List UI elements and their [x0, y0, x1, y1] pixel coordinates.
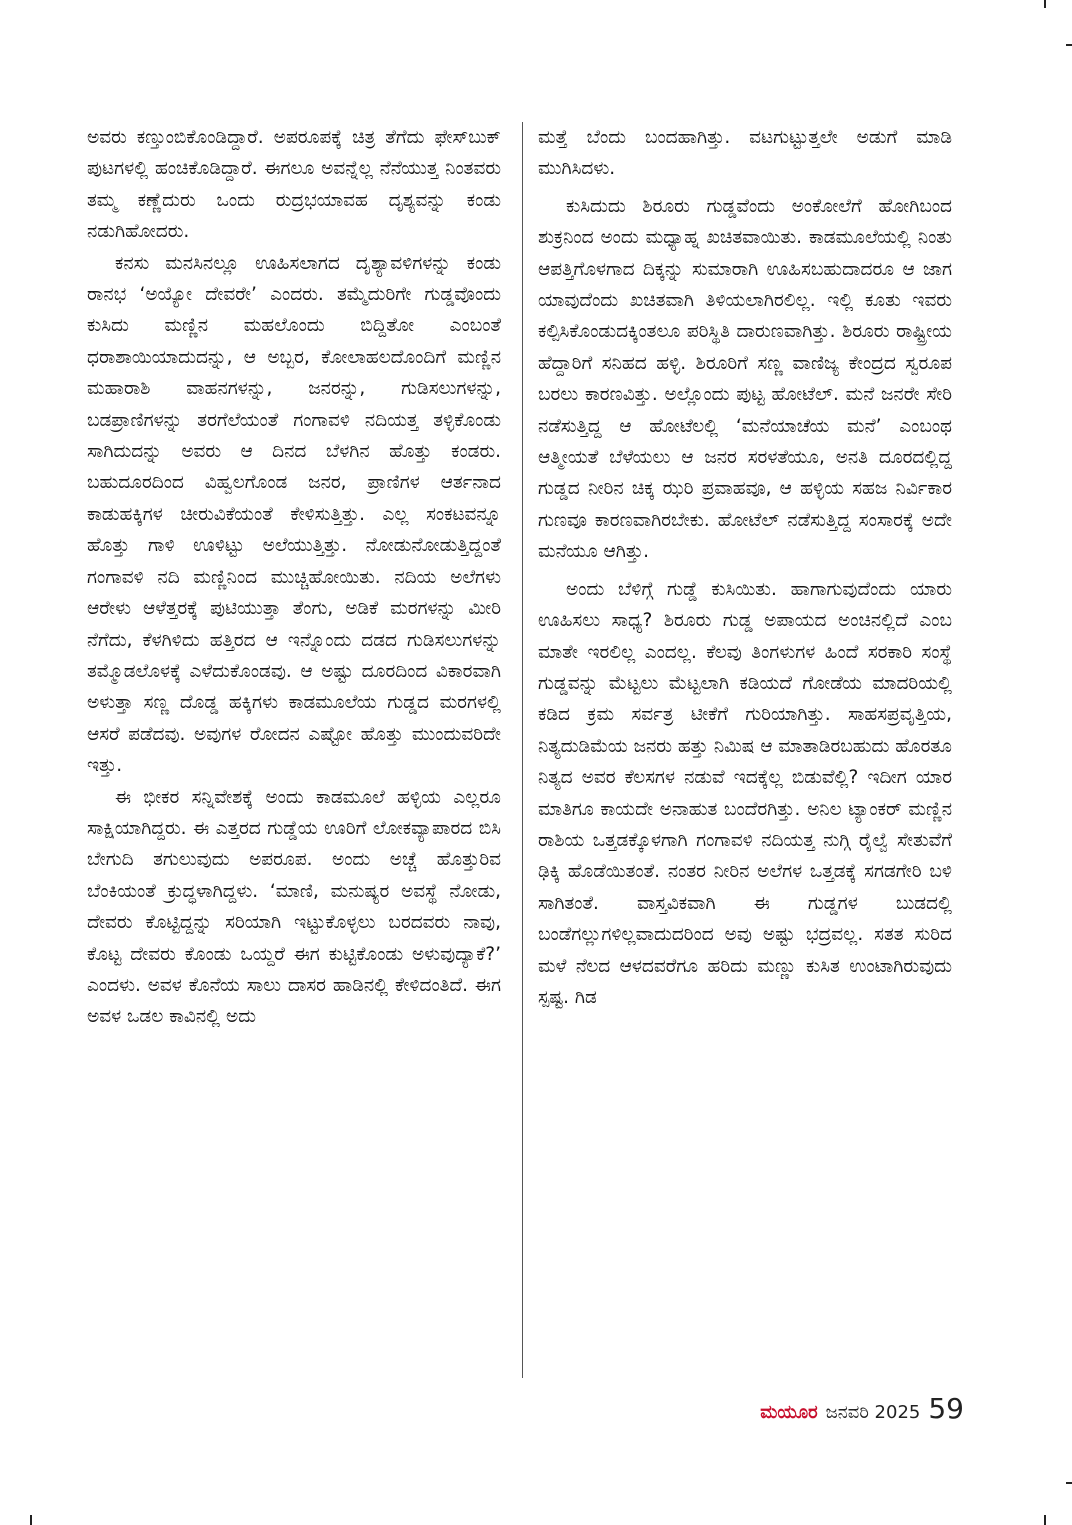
paragraph: ಈ ಭೀಕರ ಸನ್ನಿವೇಶಕ್ಕೆ ಅಂದು ಕಾಡಮೂಲೆ ಹಳ್ಳಿಯ ಎಲ್ಲರೂ ಸಾಕ್ಷಿಯಾಗಿದ್ದರು. ಈ ಎತ್ತರದ ಗುಡ್ಡೆಯ ಊರಿಗೆ ಲೋಕವ್ಯಾಪಾರದ ಬಿಸಿ ಬೇಗುದಿ ತಗುಲುವುದು ಅಪರೂಪ. ಅಂದು ಅಚ್ಚೆ ಹೊತ್ತುರಿವ ಬೆಂಕಿಯಂತೆ ಕ್ರುದ್ಧಳಾಗಿದ್ದಳು. ‘ಮಾಣಿ, ಮನುಷ್ಯರ ಅವಸ್ಥೆ ನೋಡು, ದೇವರು ಕೊಟ್ಟಿದ್ದನ್ನು ಸರಿಯಾಗಿ ಇಟ್ಟುಕೊಳ್ಳಲು ಬರದವರು ನಾವು, ಕೊಟ್ಟ ದೇವರು ಕೊಂಡು ಒಯ್ದರೆ ಈಗ ಕುಟ್ಟಿಕೊಂಡು ಅಳುವುದ್ಯಾಕೆ?’ ಎಂದಳು. ಅವಳ ಕೊನೆಯ ಸಾಲು ದಾಸರ ಹಾಡಿನಲ್ಲಿ ಕೇಳಿದಂತಿದೆ. ಈಗ ಅವಳ ಒಡಲ ಕಾವಿನಲ್ಲಿ ಅದು	[87, 786, 501, 1028]
issue-date: ಜನವರಿ 2025	[825, 1402, 921, 1423]
paragraph: ಅವರು ಕಣ್ತುಂಬಿಕೊಂಡಿದ್ದಾರೆ. ಅಪರೂಪಕ್ಕೆ ಚಿತ್ರ ತೆಗೆದು ಫೇಸ್‌ಬುಕ್ ಪುಟಗಳಲ್ಲಿ ಹಂಚಿಕೊಡಿದ್ದಾರೆ. ಈಗಲೂ ಅವನ್ನೆಲ್ಲ ನೆನೆಯುತ್ತ ನಿಂತವರು ತಮ್ಮ ಕಣ್ಣೆದುರು ಒಂದು ರುದ್ರಭಯಾವಹ ದೃಶ್ಯವನ್ನು ಕಂಡು ನಡುಗಿಹೋದರು.	[87, 127, 501, 243]
crop-mark-bottom-left	[30, 1515, 32, 1525]
crop-mark-right-upper	[1066, 44, 1072, 46]
paragraph: ಕುಸಿದುದು ಶಿರೂರು ಗುಡ್ಡವೆಂದು ಅಂಕೋಲೆಗೆ ಹೋಗಿಬಂದ ಶುಕ್ರನಿಂದ ಅಂದು ಮಧ್ಯಾಹ್ನ ಖಚಿತವಾಯಿತು. ಕಾಡಮೂಲೆಯಲ್ಲಿ ನಿಂತು ಆಪತ್ತಿಗೊಳಗಾದ ದಿಕ್ಕನ್ನು ಸುಮಾರಾಗಿ ಊಹಿಸಬಹುದಾದರೂ ಆ ಜಾಗ ಯಾವುದೆಂದು ಖಚಿತವಾಗಿ ತಿಳಿಯಲಾಗಿರಲಿಲ್ಲ. ಇಲ್ಲಿ ಕೂತು ಇವರು ಕಲ್ಪಿಸಿಕೊಂಡುದಕ್ಕಿಂತಲೂ ಪರಿಸ್ಥಿತಿ ದಾರುಣವಾಗಿತ್ತು. ಶಿರೂರು ರಾಷ್ಟ್ರೀಯ ಹೆದ್ದಾರಿಗೆ ಸನಿಹದ ಹಳ್ಳಿ. ಶಿರೂರಿಗೆ ಸಣ್ಣ ವಾಣಿಜ್ಯ ಕೇಂದ್ರದ ಸ್ವರೂಪ ಬರಲು ಕಾರಣವಿತ್ತು. ಅಲ್ಲೊಂದು ಪುಟ್ಟ ಹೋಟೆಲ್. ಮನೆ ಜನರೇ ಸೇರಿ ನಡೆಸುತ್ತಿದ್ದ ಆ ಹೋಟೆಲಲ್ಲಿ ‘ಮನೆಯಾಚೆಯ ಮನೆ’ ಎಂಬಂಥ ಆತ್ಮೀಯತೆ ಬೆಳೆಯಲು ಆ ಜನರ ಸರಳತೆಯೂ, ಅನತಿ ದೂರದಲ್ಲಿದ್ದ ಗುಡ್ಡದ ನೀರಿನ ಚಿಕ್ಕ ಝರಿ ಪ್ರವಾಹವೂ, ಆ ಹಳ್ಳಿಯ ಸಹಜ ನಿರ್ವಿಕಾರ ಗುಣವೂ ಕಾರಣವಾಗಿರಬೇಕು. ಹೋಟೆಲ್ ನಡೆಸುತ್ತಿದ್ದ ಸಂಸಾರಕ್ಕೆ ಅದೇ ಮನೆಯೂ ಆಗಿತ್ತು.	[538, 195, 952, 563]
crop-mark-right-lower	[1066, 1482, 1072, 1484]
article-column-right	[538, 122, 952, 1013]
magazine-logo: ಮಯೂರ	[760, 1402, 818, 1423]
paragraph: ಮತ್ತೆ ಬೆಂದು ಬಂದಹಾಗಿತ್ತು. ವಟಗುಟ್ಟುತ್ತಲೇ ಅಡುಗೆ ಮಾಡಿ ಮುಗಿಸಿದಳು.	[538, 127, 952, 180]
paragraph: ಕನಸು ಮನಸಿನಲ್ಲೂ ಊಹಿಸಲಾಗದ ದೃಶ್ಯಾವಳಿಗಳನ್ನು ಕಂಡು ರಾನಭ ‘ಅಯ್ಯೋ ದೇವರೇ’ ಎಂದರು. ತಮ್ಮೆದುರಿಗೇ ಗುಡ್ಡವೊಂದು ಕುಸಿದು ಮಣ್ಣಿನ ಮಹಲೊಂದು ಬಿದ್ದಿತೋ ಎಂಬಂತೆ ಧರಾಶಾಯಿಯಾದುದನ್ನು, ಆ ಅಬ್ಬರ, ಕೋಲಾಹಲದೊಂದಿಗೆ ಮಣ್ಣಿನ ಮಹಾರಾಶಿ ವಾಹನಗಳನ್ನು, ಜನರನ್ನು, ಗುಡಿಸಲುಗಳನ್ನು, ಬಡಪ್ರಾಣಿಗಳನ್ನು ತರಗೆಲೆಯಂತೆ ಗಂಗಾವಳಿ ನದಿಯತ್ತ ತಳ್ಳಿಕೊಂಡು ಸಾಗಿದುದನ್ನು ಅವರು ಆ ದಿನದ ಬೆಳಗಿನ ಹೊತ್ತು ಕಂಡರು. ಬಹುದೂರದಿಂದ ವಿಹ್ವಲಗೊಂಡ ಜನರ, ಪ್ರಾಣಿಗಳ ಆರ್ತನಾದ ಕಾಡುಹಕ್ಕಿಗಳ ಚೀರುವಿಕೆಯಂತೆ ಕೇಳಿಸುತ್ತಿತ್ತು. ಎಲ್ಲ ಸಂಕಟವನ್ನೂ ಹೊತ್ತು ಗಾಳಿ ಊಳಿಟ್ಟು ಅಲೆಯುತ್ತಿತ್ತು. ನೋಡುನೋಡುತ್ತಿದ್ದಂತೆ ಗಂಗಾವಳಿ ನದಿ ಮಣ್ಣಿನಿಂದ ಮುಚ್ಚಿಹೋಯಿತು. ನದಿಯ ಅಲೆಗಳು ಆರೇಳು ಆಳೆತ್ತರಕ್ಕೆ ಪುಟಿಯುತ್ತಾ ತೆಂಗು, ಅಡಿಕೆ ಮರಗಳನ್ನು ಮೀರಿ ನೆಗೆದು, ಕೆಳಗಿಳಿದು ಹತ್ತಿರದ ಆ ಇನ್ನೊಂದು ದಡದ ಗುಡಿಸಲುಗಳನ್ನು ತಮ್ಮೊಡಲೊಳಕ್ಕೆ ಎಳೆದುಕೊಂಡವು. ಆ ಅಷ್ಟು ದೂರದಿಂದ ವಿಕಾರವಾಗಿ ಅಳುತ್ತಾ ಸಣ್ಣ ದೊಡ್ಡ ಹಕ್ಕಿಗಳು ಕಾಡಮೂಲೆಯ ಗುಡ್ಡದ ಮರಗಳಲ್ಲಿ ಆಸರೆ ಪಡೆದವು. ಅವುಗಳ ರೋದನ ಎಷ್ಟೋ ಹೊತ್ತು ಮುಂದುವರಿದೇ ಇತ್ತು.	[87, 252, 501, 777]
paragraph: ಅಂದು ಬೆಳಿಗ್ಗೆ ಗುಡ್ಡೆ ಕುಸಿಯಿತು. ಹಾಗಾಗುವುದೆಂದು ಯಾರು ಊಹಿಸಲು ಸಾಧ್ಯ? ಶಿರೂರು ಗುಡ್ಡ ಅಪಾಯದ ಅಂಚಿನಲ್ಲಿದೆ ಎಂಬ ಮಾತೇ ಇರಲಿಲ್ಲ ಎಂದಲ್ಲ. ಕೆಲವು ತಿಂಗಳುಗಳ ಹಿಂದೆ ಸರಕಾರಿ ಸಂಸ್ಥೆ ಗುಡ್ಡವನ್ನು ಮೆಟ್ಟಲು ಮೆಟ್ಟಲಾಗಿ ಕಡಿಯದೆ ಗೋಡೆಯ ಮಾದರಿಯಲ್ಲಿ ಕಡಿದ ಕ್ರಮ ಸರ್ವತ್ರ ಟೀಕೆಗೆ ಗುರಿಯಾಗಿತ್ತು. ಸಾಹಸಪ್ರವೃತ್ತಿಯ, ನಿತ್ಯದುಡಿಮೆಯ ಜನರು ಹತ್ತು ನಿಮಿಷ ಆ ಮಾತಾಡಿರಬಹುದು ಹೊರತೂ ನಿತ್ಯದ ಅವರ ಕೆಲಸಗಳ ನಡುವೆ ಇದಕ್ಕೆಲ್ಲ ಬಿಡುವೆಲ್ಲಿ? ಇದೀಗ ಯಾರ ಮಾತಿಗೂ ಕಾಯದೇ ಅನಾಹುತ ಬಂದೆರಗಿತ್ತು. ಅನಿಲ ಟ್ಯಾಂಕರ್ ಮಣ್ಣಿನ ರಾಶಿಯ ಒತ್ತಡಕ್ಕೊಳಗಾಗಿ ಗಂಗಾವಳಿ ನದಿಯತ್ತ ನುಗ್ಗಿ ರೈಲ್ವೆ ಸೇತುವೆಗೆ ಢಿಕ್ಕಿ ಹೊಡೆಯಿತಂತೆ. ನಂತರ ನೀರಿನ ಅಲೆಗಳ ಒತ್ತಡಕ್ಕೆ ಸಗಡಗೇರಿ ಬಳಿ ಸಾಗಿತಂತೆ. ವಾಸ್ತವಿಕವಾಗಿ ಈ ಗುಡ್ಡಗಳ ಬುಡದಲ್ಲಿ ಬಂಡೆಗಲ್ಲುಗಳಿಲ್ಲವಾದುದರಿಂದ ಅವು ಅಷ್ಟು ಭದ್ರವಲ್ಲ. ಸತತ ಸುರಿದ ಮಳೆ ನೆಲದ ಆಳದವರೆಗೂ ಹರಿದು ಮಣ್ಣು ಕುಸಿತ ಉಂಟಾಗಿರುವುದು ಸ್ಪಷ್ಟ. ಗಿಡ	[538, 578, 952, 1008]
page-footer	[760, 1392, 964, 1425]
column-divider	[522, 122, 523, 1378]
crop-mark-bottom-right	[1044, 1515, 1046, 1525]
article-column-left	[87, 122, 501, 1033]
crop-mark-top-right	[1044, 0, 1046, 8]
page-number: 59	[928, 1392, 964, 1425]
